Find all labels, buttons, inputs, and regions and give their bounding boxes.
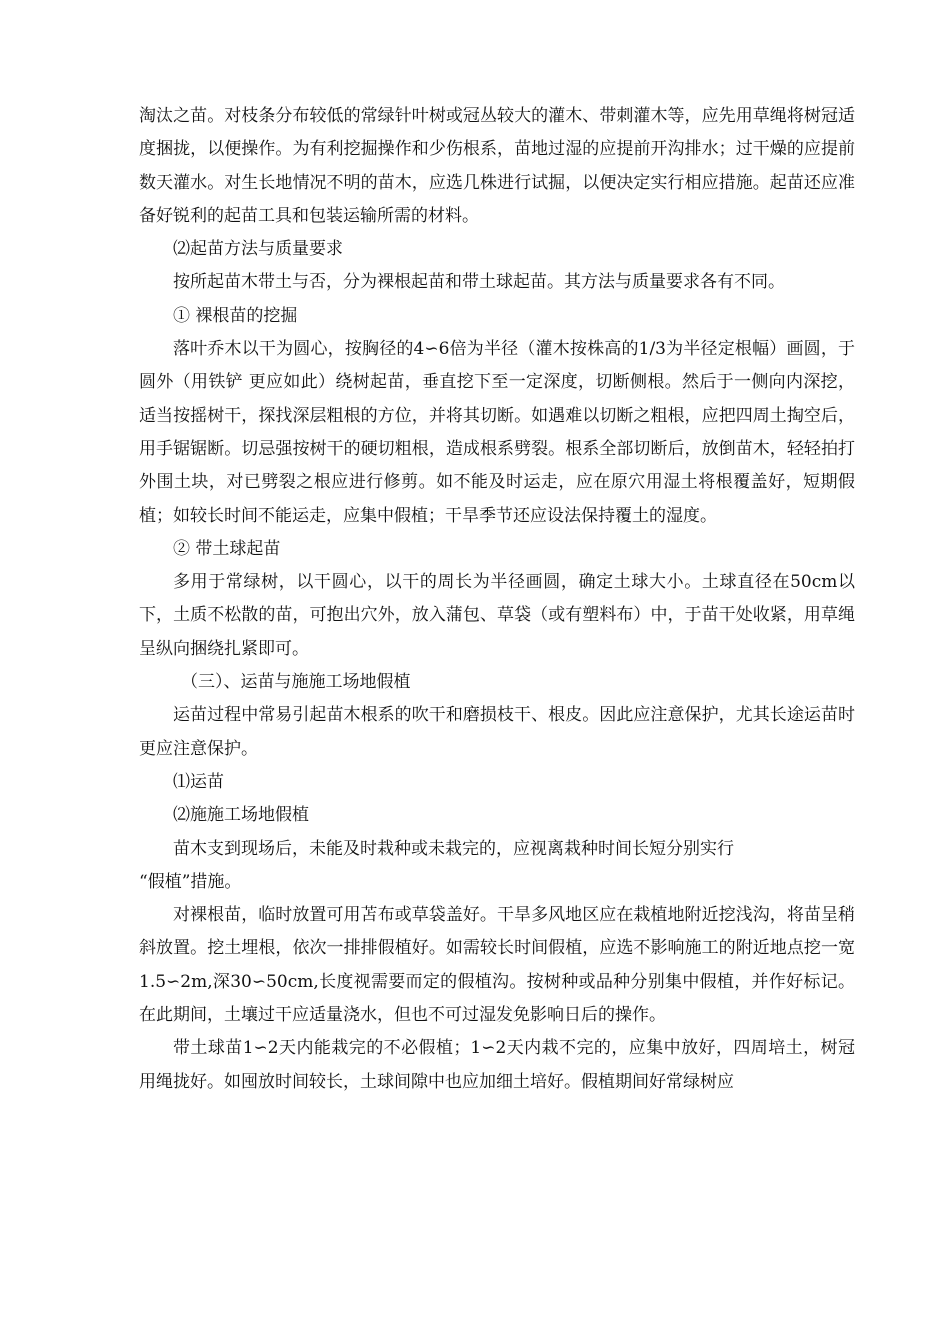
subheading-site-heeling: ⑵施施工场地假植 — [173, 805, 309, 826]
document-page — [139, 100, 855, 1099]
subheading-soil-ball: ② 带土球起苗 — [173, 538, 281, 559]
section-heading-transport: （三）、运苗与施施工场地假植 — [181, 672, 411, 693]
paragraph-transport: 运苗过程中常易引起苗木根系的吹干和磨损枝干、根皮。因此应注意保护，尤其长途运苗时更应注意保护。 — [139, 705, 855, 759]
subheading-lifting-method: ⑵起苗方法与质量要求 — [173, 239, 343, 260]
paragraph-arrival: 苗木支到现场后，未能及时栽种或未栽完的，应视离栽种时间长短分别实行 — [173, 838, 734, 859]
subheading-bare-root: ① 裸根苗的挖掘 — [173, 305, 298, 326]
paragraph-continuation: 淘汰之苗。对枝条分布较低的常绿针叶树或冠丛较大的灌木、带刺灌木等，应先用草绳将树冠适度捆拢，以便操作。为有利挖掘操作和少伤根系，苗地过湿的应提前开沟排水；过干燥的应提前数天灌水。对生长地情况不明的苗木，应选几株进行试掘，以便决定实行相应措施。起苗还应准备好锐利的起苗工具和包装运输所需的材料。 — [139, 106, 855, 226]
paragraph-lifting-types: 按所起苗木带土与否，分为裸根起苗和带土球起苗。其方法与质量要求各有不同。 — [173, 272, 785, 293]
paragraph-bare-root-heeling: 对裸根苗，临时放置可用苫布或草袋盖好。干旱多风地区应在栽植地附近挖浅沟，将苗呈稍斜放置。挖土埋根，依次一排排假植好。如需较长时间假植，应选不影响施工的附近地点挖一宽1.5∽2m,深30∽50cm,长度视需要而定的假植沟。按树种或品种分别集中假植，并作好标记。在此期间，土壤过干应适量浇水，但也不可过湿发免影响日后的操作。 — [139, 905, 855, 1026]
paragraph-soil-ball: 多用于常绿树，以干圆心，以干的周长为半径画圆，确定土球大小。土球直径在50cm以下，土质不松散的苗，可抱出穴外，放入蒲包、草袋（或有塑料布）中，于苗干处收紧，用草绳呈纵向捆绕扎紧即可。 — [139, 572, 855, 659]
paragraph-soil-ball-heeling: 带土球苗1∽2天内能栽完的不必假植；1∽2天内栽不完的，应集中放好，四周培土，树冠用绳拢好。如囤放时间较长，土球间隙中也应加细土培好。假植期间好常绿树应 — [139, 1038, 855, 1092]
paragraph-arrival-end: “假植”措施。 — [139, 871, 242, 892]
paragraph-bare-root: 落叶乔木以干为圆心，按胸径的4∽6倍为半径（灌木按株高的1/3为半径定根幅）画圆，于圆外（用铁铲 更应如此）绕树起苗，垂直挖下至一定深度，切断侧根。然后于一侧向内深挖，适当按摇树干，探找深层粗根的方位，并将其切断。如遇难以切断之粗根，应把四周土掏空后，用手锯锯断。切忌强按树干的硬切粗根，造成根系劈裂。根系全部切断后，放倒苗木，轻轻拍打外围土块，对已劈裂之根应进行修剪。如不能及时运走，应在原穴用湿土将根覆盖好，短期假植；如较长时间不能运走，应集中假植；干旱季节还应设法保持覆土的湿度。 — [139, 339, 855, 526]
subheading-transport: ⑴运苗 — [173, 771, 224, 792]
